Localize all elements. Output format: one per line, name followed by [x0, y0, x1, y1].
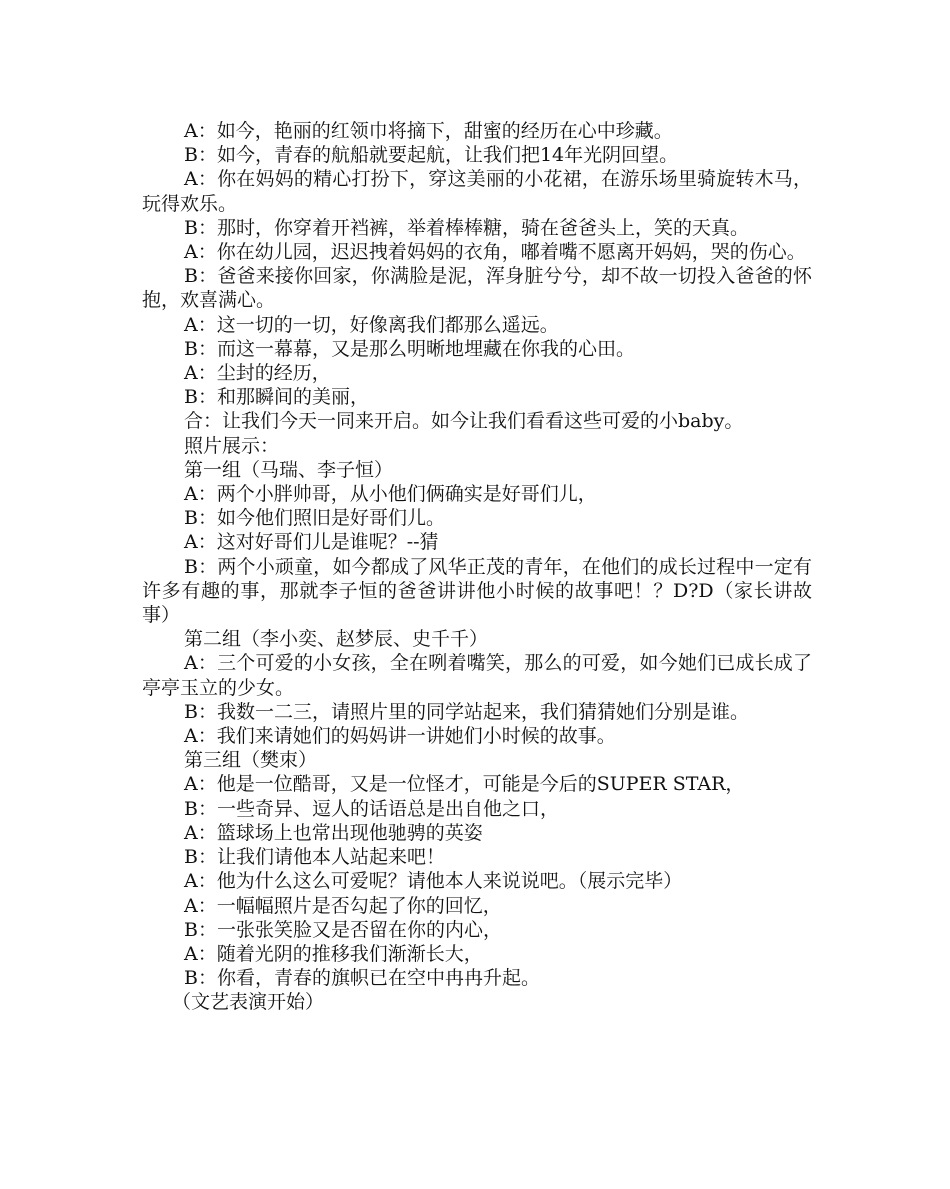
group-heading: 第二组（李小奕、赵梦辰、史千千）: [184, 628, 489, 651]
paragraph: A：我们来请她们的妈妈讲一讲她们小时候的故事。: [184, 725, 616, 748]
paragraph: A：篮球场上也常出现他驰骋的英姿: [184, 821, 483, 844]
group-heading: 第三组（樊朿）: [184, 749, 318, 772]
paragraph: 合：让我们今天一同来开启。如今让我们看看这些可爱的小baby。: [184, 410, 744, 433]
paragraph: A：你在幼儿园，迟迟拽着妈妈的衣角，嘟着嘴不愿离开妈妈，哭的伤心。: [184, 241, 806, 264]
paragraph: B：爸爸来接你回家，你满脸是泥，浑身脏兮兮，却不故一切投入爸爸的怀抱，欢喜满心。: [142, 265, 812, 312]
section-heading: 照片展示：: [184, 434, 280, 457]
paragraph: B：我数一二三，请照片里的同学站起来，我们猜猜她们分别是谁。: [184, 700, 749, 723]
paragraph: B：那时，你穿着开裆裤，举着棒棒糖，骑在爸爸头上，笑的天真。: [184, 216, 749, 239]
paragraph: A：尘封的经历，: [184, 362, 331, 385]
group-heading: 第一组（马瑞、李子恒）: [184, 458, 394, 481]
paragraph: A：他是一位酷哥，又是一位怪才，可能是今后的SUPER STAR，: [184, 773, 745, 796]
paragraph: A：这一切的一切，好像离我们都那么遥远。: [184, 313, 559, 336]
paragraph: A：如今，艳丽的红领巾将摘下，甜蜜的经历在心中珍藏。: [184, 120, 673, 142]
paragraph: A：三个可爱的小女孩，全在咧着嘴笑，那么的可爱，如今她们已成长成了亭亭玉立的少女。: [142, 652, 812, 699]
paragraph: B：和那瞬间的美丽，: [184, 386, 369, 409]
paragraph: B：两个小顽童，如今都成了风华正茂的青年，在他们的成长过程中一定有许多有趣的事，那就李子恒的爸爸讲讲他小时候的故事吧！？D?D（家长讲故事）: [142, 555, 812, 627]
stage-direction: （文艺表演开始）: [172, 991, 325, 1014]
paragraph: A：你在妈妈的精心打扮下，穿这美丽的小花裙，在游乐场里骑旋转木马，玩得欢乐。: [142, 168, 812, 215]
paragraph: B：一些奇异、逗人的话语总是出自他之口，: [184, 797, 559, 820]
paragraph: B：如今他们照旧是好哥们儿。: [184, 507, 445, 530]
paragraph: B：如今，青春的航船就要起航，让我们把14年光阴回望。: [184, 144, 679, 167]
paragraph: A：一幅幅照片是否勾起了你的回忆，: [184, 894, 502, 917]
paragraph: A：随着光阴的推移我们渐渐长大，: [184, 942, 483, 965]
paragraph: B：一张张笑脸又是否留在你的内心，: [184, 918, 502, 941]
paragraph: A：这对好哥们儿是谁呢？--猜: [184, 531, 439, 554]
paragraph: B：你看，青春的旗帜已在空中冉冉升起。: [184, 967, 540, 990]
document-body: [142, 119, 812, 1015]
paragraph: B：而这一幕幕，又是那么明晰地埋藏在你我的心田。: [184, 337, 635, 360]
paragraph: A：两个小胖帅哥，从小他们俩确实是好哥们儿，: [184, 483, 597, 506]
paragraph: A：他为什么这么可爱呢？请他本人来说说吧。（展示完毕）: [184, 870, 683, 893]
paragraph: B：让我们请他本人站起来吧！: [184, 846, 445, 869]
